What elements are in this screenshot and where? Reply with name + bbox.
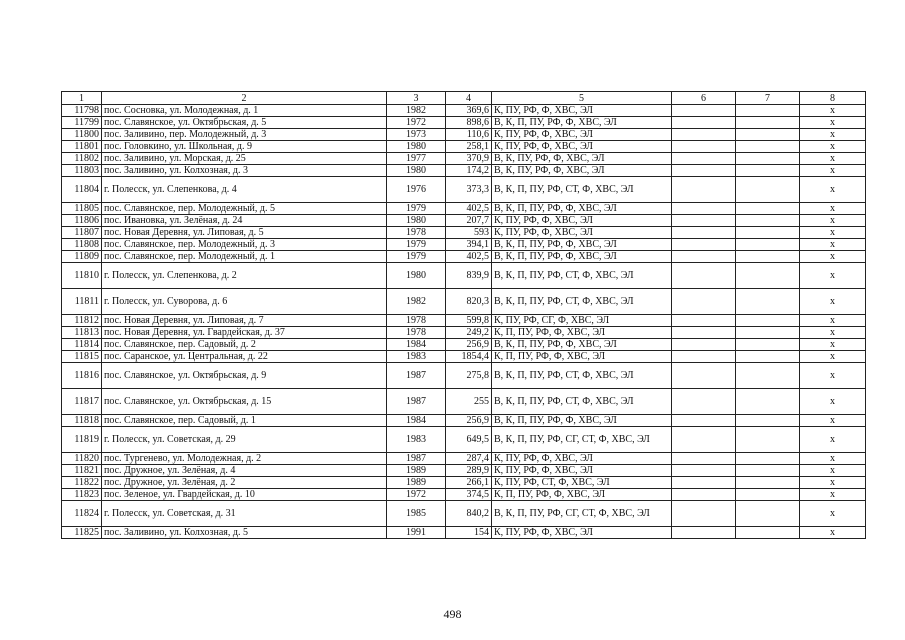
year-cell: 1984 xyxy=(387,415,446,427)
table-row xyxy=(62,527,866,539)
col6-cell xyxy=(672,227,736,239)
col6-cell xyxy=(672,177,736,203)
year-cell: 1977 xyxy=(387,153,446,165)
row-number: 11809 xyxy=(62,251,102,263)
table-row xyxy=(62,215,866,227)
address-cell: пос. Заливино, пер. Молодежный, д. 3 xyxy=(102,129,387,141)
year-cell: 1978 xyxy=(387,315,446,327)
table-row xyxy=(62,489,866,501)
table-row xyxy=(62,289,866,315)
area-cell: 258,1 xyxy=(446,141,492,153)
row-number: 11799 xyxy=(62,117,102,129)
area-cell: 249,2 xyxy=(446,327,492,339)
year-cell: 1973 xyxy=(387,129,446,141)
table-row xyxy=(62,501,866,527)
table-row xyxy=(62,351,866,363)
area-cell: 898,6 xyxy=(446,117,492,129)
table-row xyxy=(62,153,866,165)
col6-cell xyxy=(672,215,736,227)
table-row xyxy=(62,477,866,489)
area-cell: 373,3 xyxy=(446,177,492,203)
column-header: 2 xyxy=(102,92,387,105)
area-cell: 266,1 xyxy=(446,477,492,489)
col8-cell: х xyxy=(800,527,866,539)
col6-cell xyxy=(672,251,736,263)
col7-cell xyxy=(736,465,800,477)
year-cell: 1979 xyxy=(387,239,446,251)
equipment-cell: К, П, ПУ, РФ, Ф, ХВС, ЭЛ xyxy=(492,351,672,363)
address-cell: пос. Славянское, ул. Октябрьская, д. 9 xyxy=(102,363,387,389)
column-header: 6 xyxy=(672,92,736,105)
area-cell: 370,9 xyxy=(446,153,492,165)
row-number: 11801 xyxy=(62,141,102,153)
col8-cell: х xyxy=(800,489,866,501)
column-header: 1 xyxy=(62,92,102,105)
col7-cell xyxy=(736,315,800,327)
col6-cell xyxy=(672,289,736,315)
table-row xyxy=(62,453,866,465)
col8-cell: х xyxy=(800,339,866,351)
col6-cell xyxy=(672,117,736,129)
address-cell: г. Полесск, ул. Слепенкова, д. 4 xyxy=(102,177,387,203)
equipment-cell: К, ПУ, РФ, Ф, ХВС, ЭЛ xyxy=(492,129,672,141)
column-header: 7 xyxy=(736,92,800,105)
address-cell: пос. Зеленое, ул. Гвардейская, д. 10 xyxy=(102,489,387,501)
year-cell: 1980 xyxy=(387,165,446,177)
column-header: 4 xyxy=(446,92,492,105)
col7-cell xyxy=(736,351,800,363)
year-cell: 1989 xyxy=(387,465,446,477)
col7-cell xyxy=(736,153,800,165)
equipment-cell: К, ПУ, РФ, Ф, ХВС, ЭЛ xyxy=(492,105,672,117)
equipment-cell: К, ПУ, РФ, Ф, ХВС, ЭЛ xyxy=(492,527,672,539)
table-row xyxy=(62,117,866,129)
equipment-cell: К, ПУ, РФ, Ф, ХВС, ЭЛ xyxy=(492,465,672,477)
col7-cell xyxy=(736,177,800,203)
col6-cell xyxy=(672,203,736,215)
equipment-cell: В, К, П, ПУ, РФ, СТ, Ф, ХВС, ЭЛ xyxy=(492,389,672,415)
equipment-cell: В, К, ПУ, РФ, Ф, ХВС, ЭЛ xyxy=(492,153,672,165)
col7-cell xyxy=(736,339,800,351)
year-cell: 1987 xyxy=(387,389,446,415)
col8-cell: х xyxy=(800,117,866,129)
row-number: 11819 xyxy=(62,427,102,453)
row-number: 11806 xyxy=(62,215,102,227)
address-cell: пос. Дружное, ул. Зелёная, д. 2 xyxy=(102,477,387,489)
year-cell: 1972 xyxy=(387,117,446,129)
row-number: 11813 xyxy=(62,327,102,339)
col7-cell xyxy=(736,239,800,251)
equipment-cell: В, К, П, ПУ, РФ, Ф, ХВС, ЭЛ xyxy=(492,239,672,251)
table-row xyxy=(62,363,866,389)
column-header: 3 xyxy=(387,92,446,105)
address-cell: пос. Славянское, пер. Молодежный, д. 5 xyxy=(102,203,387,215)
equipment-cell: В, К, П, ПУ, РФ, СТ, Ф, ХВС, ЭЛ xyxy=(492,177,672,203)
year-cell: 1989 xyxy=(387,477,446,489)
col8-cell: х xyxy=(800,105,866,117)
address-cell: пос. Славянское, пер. Молодежный, д. 1 xyxy=(102,251,387,263)
col8-cell: х xyxy=(800,227,866,239)
row-number: 11807 xyxy=(62,227,102,239)
table-row xyxy=(62,465,866,477)
row-number: 11824 xyxy=(62,501,102,527)
address-cell: пос. Головкино, ул. Школьная, д. 9 xyxy=(102,141,387,153)
equipment-cell: В, К, П, ПУ, РФ, СТ, Ф, ХВС, ЭЛ xyxy=(492,363,672,389)
row-number: 11805 xyxy=(62,203,102,215)
year-cell: 1987 xyxy=(387,453,446,465)
address-cell: пос. Новая Деревня, ул. Липовая, д. 5 xyxy=(102,227,387,239)
year-cell: 1978 xyxy=(387,227,446,239)
row-number: 11804 xyxy=(62,177,102,203)
row-number: 11812 xyxy=(62,315,102,327)
col7-cell xyxy=(736,477,800,489)
col6-cell xyxy=(672,239,736,251)
row-number: 11814 xyxy=(62,339,102,351)
address-cell: пос. Дружное, ул. Зелёная, д. 4 xyxy=(102,465,387,477)
area-cell: 599,8 xyxy=(446,315,492,327)
row-number: 11821 xyxy=(62,465,102,477)
table-row xyxy=(62,165,866,177)
row-number: 11818 xyxy=(62,415,102,427)
equipment-cell: В, К, П, ПУ, РФ, СГ, СТ, Ф, ХВС, ЭЛ xyxy=(492,501,672,527)
col6-cell xyxy=(672,351,736,363)
col6-cell xyxy=(672,263,736,289)
area-cell: 207,7 xyxy=(446,215,492,227)
col6-cell xyxy=(672,339,736,351)
table-row xyxy=(62,251,866,263)
row-number: 11811 xyxy=(62,289,102,315)
col6-cell xyxy=(672,453,736,465)
equipment-cell: В, К, П, ПУ, РФ, СГ, СТ, Ф, ХВС, ЭЛ xyxy=(492,427,672,453)
year-cell: 1972 xyxy=(387,489,446,501)
address-cell: г. Полесск, ул. Слепенкова, д. 2 xyxy=(102,263,387,289)
equipment-cell: К, ПУ, РФ, Ф, ХВС, ЭЛ xyxy=(492,215,672,227)
address-cell: пос. Новая Деревня, ул. Гвардейская, д. 37 xyxy=(102,327,387,339)
table-row xyxy=(62,339,866,351)
area-cell: 275,8 xyxy=(446,363,492,389)
area-cell: 840,2 xyxy=(446,501,492,527)
page-number: 498 xyxy=(443,607,462,621)
table-row xyxy=(62,389,866,415)
col6-cell xyxy=(672,477,736,489)
area-cell: 593 xyxy=(446,227,492,239)
col6-cell xyxy=(672,465,736,477)
equipment-cell: В, К, П, ПУ, РФ, СТ, Ф, ХВС, ЭЛ xyxy=(492,289,672,315)
col6-cell xyxy=(672,165,736,177)
area-cell: 110,6 xyxy=(446,129,492,141)
equipment-cell: К, ПУ, РФ, Ф, ХВС, ЭЛ xyxy=(492,453,672,465)
address-cell: пос. Славянское, ул. Октябрьская, д. 5 xyxy=(102,117,387,129)
area-cell: 402,5 xyxy=(446,203,492,215)
col8-cell: х xyxy=(800,141,866,153)
col8-cell: х xyxy=(800,465,866,477)
table-row xyxy=(62,177,866,203)
address-cell: пос. Славянское, ул. Октябрьская, д. 15 xyxy=(102,389,387,415)
area-cell: 256,9 xyxy=(446,339,492,351)
table-row xyxy=(62,141,866,153)
area-cell: 255 xyxy=(446,389,492,415)
col8-cell: х xyxy=(800,315,866,327)
table-row xyxy=(62,227,866,239)
col7-cell xyxy=(736,427,800,453)
row-number: 11815 xyxy=(62,351,102,363)
address-cell: г. Полесск, ул. Советская, д. 31 xyxy=(102,501,387,527)
address-cell: пос. Заливино, ул. Морская, д. 25 xyxy=(102,153,387,165)
col8-cell: х xyxy=(800,363,866,389)
table-row xyxy=(62,427,866,453)
area-cell: 287,4 xyxy=(446,453,492,465)
area-cell: 394,1 xyxy=(446,239,492,251)
row-number: 11810 xyxy=(62,263,102,289)
col8-cell: х xyxy=(800,203,866,215)
col6-cell xyxy=(672,415,736,427)
area-cell: 374,5 xyxy=(446,489,492,501)
col7-cell xyxy=(736,363,800,389)
row-number: 11802 xyxy=(62,153,102,165)
year-cell: 1991 xyxy=(387,527,446,539)
col8-cell: х xyxy=(800,501,866,527)
equipment-cell: К, П, ПУ, РФ, Ф, ХВС, ЭЛ xyxy=(492,489,672,501)
row-number: 11798 xyxy=(62,105,102,117)
year-cell: 1976 xyxy=(387,177,446,203)
table-row xyxy=(62,415,866,427)
address-cell: г. Полесск, ул. Советская, д. 29 xyxy=(102,427,387,453)
area-cell: 820,3 xyxy=(446,289,492,315)
col6-cell xyxy=(672,363,736,389)
col7-cell xyxy=(736,203,800,215)
col7-cell xyxy=(736,117,800,129)
table-row xyxy=(62,263,866,289)
address-cell: пос. Ивановка, ул. Зелёная, д. 24 xyxy=(102,215,387,227)
column-header: 5 xyxy=(492,92,672,105)
address-cell: г. Полесск, ул. Суворова, д. 6 xyxy=(102,289,387,315)
col8-cell: х xyxy=(800,153,866,165)
col7-cell xyxy=(736,105,800,117)
year-cell: 1980 xyxy=(387,215,446,227)
address-cell: пос. Тургенево, ул. Молодежная, д. 2 xyxy=(102,453,387,465)
col8-cell: х xyxy=(800,239,866,251)
address-cell: пос. Саранское, ул. Центральная, д. 22 xyxy=(102,351,387,363)
row-number: 11820 xyxy=(62,453,102,465)
col6-cell xyxy=(672,427,736,453)
address-cell: пос. Новая Деревня, ул. Липовая, д. 7 xyxy=(102,315,387,327)
col6-cell xyxy=(672,501,736,527)
col8-cell: х xyxy=(800,351,866,363)
col6-cell xyxy=(672,389,736,415)
col6-cell xyxy=(672,315,736,327)
col7-cell xyxy=(736,141,800,153)
year-cell: 1980 xyxy=(387,141,446,153)
table-row xyxy=(62,105,866,117)
col8-cell: х xyxy=(800,427,866,453)
col6-cell xyxy=(672,105,736,117)
year-cell: 1983 xyxy=(387,427,446,453)
area-cell: 839,9 xyxy=(446,263,492,289)
address-cell: пос. Сосновка, ул. Молодежная, д. 1 xyxy=(102,105,387,117)
col6-cell xyxy=(672,129,736,141)
col7-cell xyxy=(736,415,800,427)
address-cell: пос. Славянское, пер. Садовый, д. 2 xyxy=(102,339,387,351)
col6-cell xyxy=(672,527,736,539)
col7-cell xyxy=(736,227,800,239)
col8-cell: х xyxy=(800,289,866,315)
col7-cell xyxy=(736,327,800,339)
year-cell: 1987 xyxy=(387,363,446,389)
col7-cell xyxy=(736,165,800,177)
equipment-cell: К, ПУ, РФ, Ф, ХВС, ЭЛ xyxy=(492,141,672,153)
col8-cell: х xyxy=(800,165,866,177)
year-cell: 1983 xyxy=(387,351,446,363)
year-cell: 1980 xyxy=(387,263,446,289)
area-cell: 649,5 xyxy=(446,427,492,453)
col6-cell xyxy=(672,141,736,153)
equipment-cell: В, К, П, ПУ, РФ, Ф, ХВС, ЭЛ xyxy=(492,339,672,351)
address-cell: пос. Славянское, пер. Молодежный, д. 3 xyxy=(102,239,387,251)
row-number: 11823 xyxy=(62,489,102,501)
col7-cell xyxy=(736,289,800,315)
year-cell: 1978 xyxy=(387,327,446,339)
year-cell: 1982 xyxy=(387,289,446,315)
year-cell: 1984 xyxy=(387,339,446,351)
col8-cell: х xyxy=(800,251,866,263)
col8-cell: х xyxy=(800,453,866,465)
address-cell: пос. Заливино, ул. Колхозная, д. 3 xyxy=(102,165,387,177)
equipment-cell: К, П, ПУ, РФ, Ф, ХВС, ЭЛ xyxy=(492,327,672,339)
table-row xyxy=(62,327,866,339)
year-cell: 1982 xyxy=(387,105,446,117)
equipment-cell: К, ПУ, РФ, СТ, Ф, ХВС, ЭЛ xyxy=(492,477,672,489)
address-cell: пос. Заливино, ул. Колхозная, д. 5 xyxy=(102,527,387,539)
col8-cell: х xyxy=(800,327,866,339)
table-header-row xyxy=(62,92,866,105)
year-cell: 1979 xyxy=(387,251,446,263)
row-number: 11800 xyxy=(62,129,102,141)
col7-cell xyxy=(736,501,800,527)
equipment-cell: В, К, П, ПУ, РФ, Ф, ХВС, ЭЛ xyxy=(492,415,672,427)
equipment-cell: В, К, П, ПУ, РФ, Ф, ХВС, ЭЛ xyxy=(492,251,672,263)
year-cell: 1979 xyxy=(387,203,446,215)
col8-cell: х xyxy=(800,177,866,203)
row-number: 11816 xyxy=(62,363,102,389)
area-cell: 402,5 xyxy=(446,251,492,263)
col7-cell xyxy=(736,453,800,465)
year-cell: 1985 xyxy=(387,501,446,527)
equipment-cell: В, К, П, ПУ, РФ, Ф, ХВС, ЭЛ xyxy=(492,203,672,215)
row-number: 11825 xyxy=(62,527,102,539)
equipment-cell: К, ПУ, РФ, СГ, Ф, ХВС, ЭЛ xyxy=(492,315,672,327)
col6-cell xyxy=(672,327,736,339)
col7-cell xyxy=(736,215,800,227)
table-row xyxy=(62,203,866,215)
col8-cell: х xyxy=(800,263,866,289)
col7-cell xyxy=(736,389,800,415)
table-row xyxy=(62,239,866,251)
area-cell: 1854,4 xyxy=(446,351,492,363)
equipment-cell: К, ПУ, РФ, Ф, ХВС, ЭЛ xyxy=(492,227,672,239)
column-header: 8 xyxy=(800,92,866,105)
col8-cell: х xyxy=(800,389,866,415)
row-number: 11817 xyxy=(62,389,102,415)
equipment-cell: В, К, ПУ, РФ, Ф, ХВС, ЭЛ xyxy=(492,165,672,177)
row-number: 11803 xyxy=(62,165,102,177)
col8-cell: х xyxy=(800,215,866,227)
col6-cell xyxy=(672,153,736,165)
area-cell: 289,9 xyxy=(446,465,492,477)
area-cell: 154 xyxy=(446,527,492,539)
col7-cell xyxy=(736,251,800,263)
col8-cell: х xyxy=(800,477,866,489)
col8-cell: х xyxy=(800,415,866,427)
equipment-cell: В, К, П, ПУ, РФ, Ф, ХВС, ЭЛ xyxy=(492,117,672,129)
area-cell: 174,2 xyxy=(446,165,492,177)
col7-cell xyxy=(736,527,800,539)
row-number: 11822 xyxy=(62,477,102,489)
col7-cell xyxy=(736,129,800,141)
area-cell: 369,6 xyxy=(446,105,492,117)
area-cell: 256,9 xyxy=(446,415,492,427)
buildings-table xyxy=(61,91,866,539)
col7-cell xyxy=(736,263,800,289)
col8-cell: х xyxy=(800,129,866,141)
col6-cell xyxy=(672,489,736,501)
equipment-cell: В, К, П, ПУ, РФ, СТ, Ф, ХВС, ЭЛ xyxy=(492,263,672,289)
col7-cell xyxy=(736,489,800,501)
row-number: 11808 xyxy=(62,239,102,251)
table-row xyxy=(62,315,866,327)
address-cell: пос. Славянское, пер. Садовый, д. 1 xyxy=(102,415,387,427)
table-row xyxy=(62,129,866,141)
